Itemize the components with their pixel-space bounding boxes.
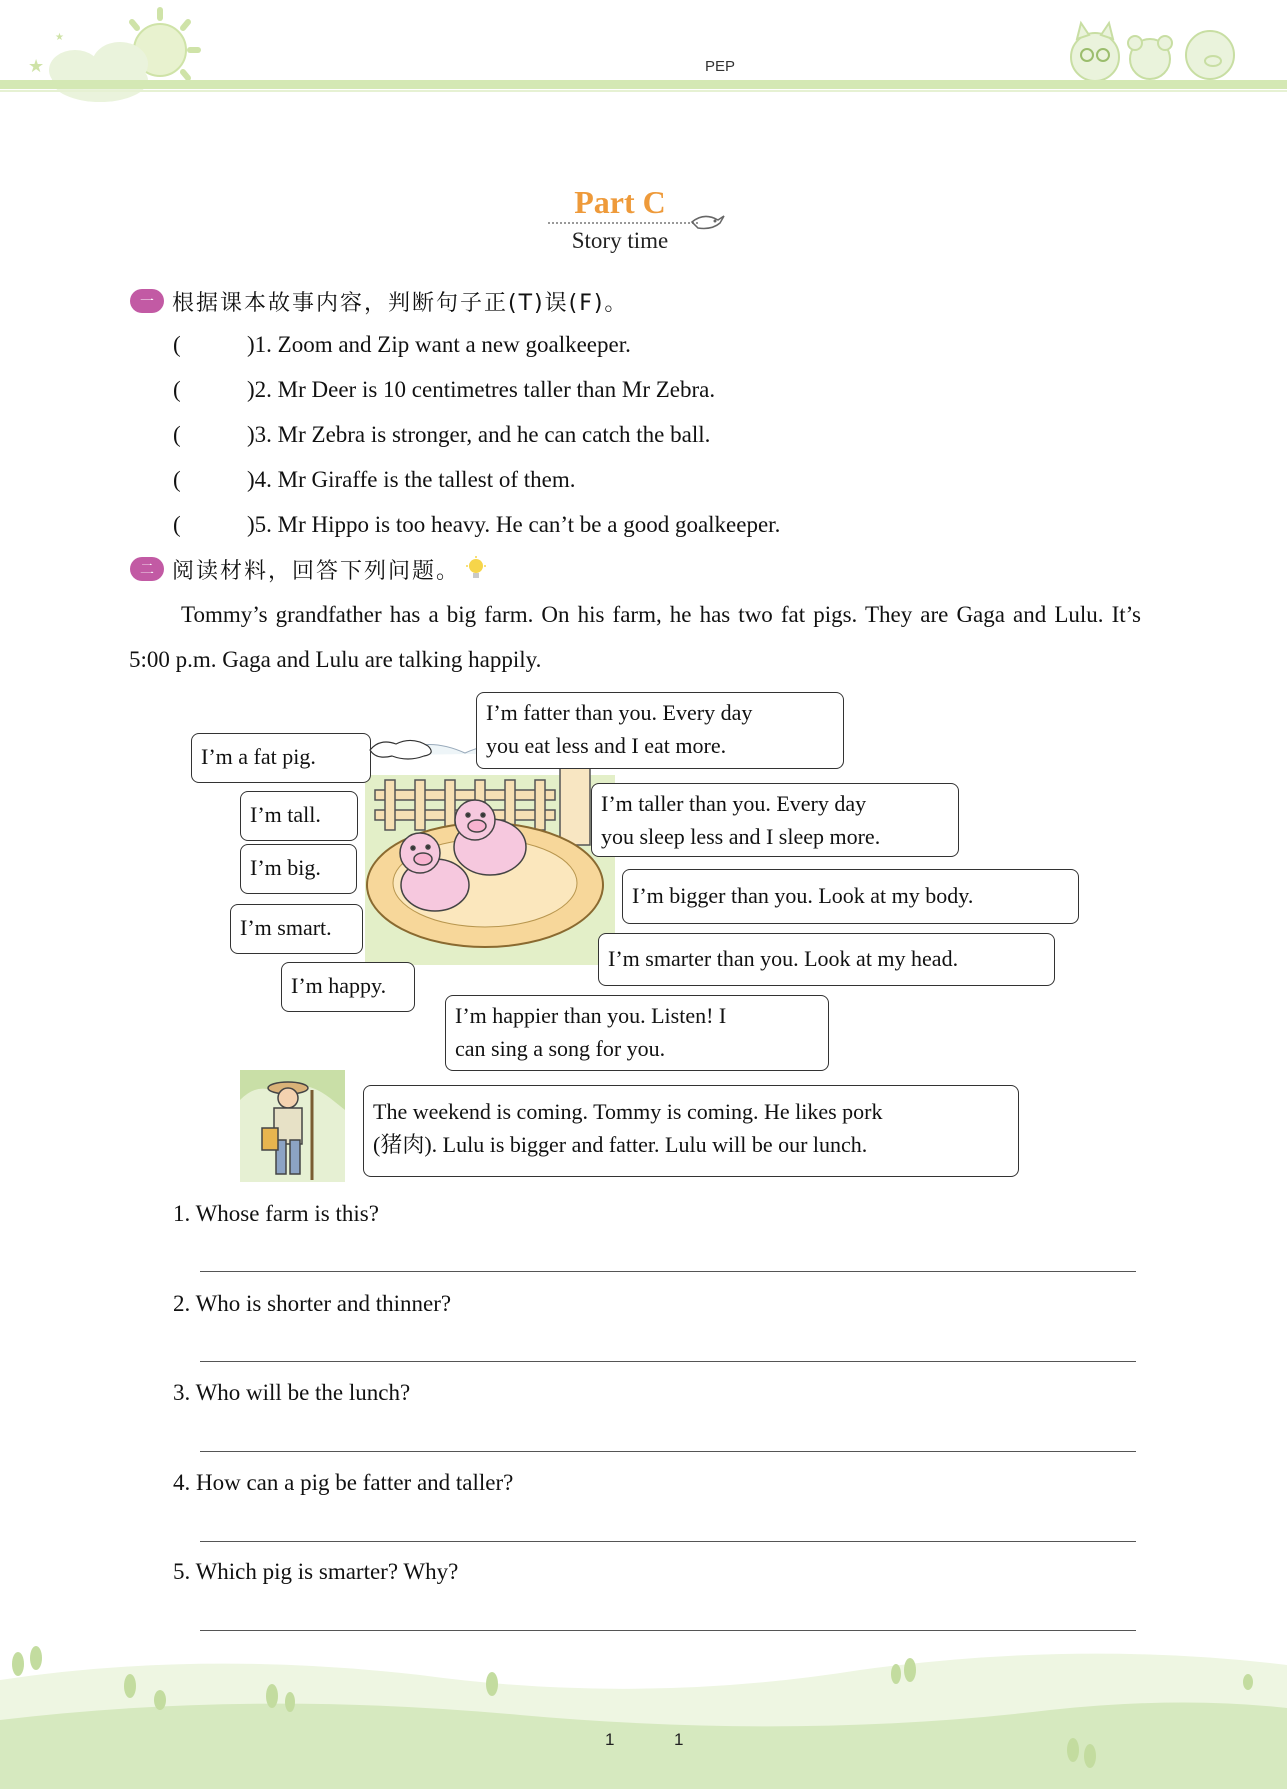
section2-instruction: 阅读材料，回答下列问题。 bbox=[172, 558, 461, 584]
bubble-text: I’m happier than you. Listen! I bbox=[455, 1003, 727, 1028]
footer-landscape bbox=[0, 1630, 1287, 1789]
question-3: 3. Who will be the lunch? bbox=[173, 1380, 411, 1405]
bubble-bigger bbox=[622, 869, 1079, 924]
story-time-subtitle: Story time bbox=[571, 228, 669, 253]
bubble-text: you sleep less and I sleep more. bbox=[601, 824, 881, 849]
question-2: 2. Who is shorter and thinner? bbox=[173, 1291, 452, 1316]
bubble-fatter bbox=[476, 692, 844, 769]
bubble-text: I’m smart. bbox=[240, 915, 332, 940]
bubble-cloud-tail bbox=[368, 736, 436, 764]
bubble-text: can sing a song for you. bbox=[455, 1036, 666, 1061]
answer-parenthesis[interactable]: ( bbox=[173, 467, 181, 492]
bubble-farmer bbox=[363, 1085, 1019, 1177]
tf-item-5 bbox=[173, 512, 780, 538]
header-line bbox=[0, 80, 1287, 89]
answer-parenthesis[interactable]: ( bbox=[173, 422, 181, 447]
bubble-text: I’m big. bbox=[250, 855, 321, 880]
bubble-fat-pig bbox=[191, 733, 371, 783]
bubble-happier bbox=[445, 995, 829, 1071]
section2-heading bbox=[130, 554, 488, 584]
answer-parenthesis[interactable]: ( bbox=[173, 512, 181, 537]
page-number-left: 1 bbox=[605, 1730, 615, 1749]
bubble-text: you eat less and I eat more. bbox=[486, 733, 727, 758]
section1-heading bbox=[130, 286, 628, 316]
tf-item-text: )5. Mr Hippo is too heavy. He can’t be a good goalkeeper. bbox=[247, 512, 781, 537]
question-5: 5. Which pig is smarter? Why? bbox=[173, 1559, 459, 1584]
tf-item-text: )4. Mr Giraffe is the tallest of them. bbox=[247, 467, 576, 492]
section1-instruction: 根据课本故事内容，判断句子正(T)误(F)。 bbox=[172, 290, 629, 316]
tf-item-text: )3. Mr Zebra is stronger, and he can catch the ball. bbox=[247, 422, 711, 447]
bubble-text: I’m smarter than you. Look at my head. bbox=[608, 946, 959, 971]
section2-badge: 二 bbox=[130, 557, 164, 581]
bubble-text: The weekend is coming. Tommy is coming. He likes pork bbox=[373, 1099, 883, 1124]
tf-item-3 bbox=[173, 422, 710, 448]
answer-parenthesis[interactable]: ( bbox=[173, 332, 181, 357]
reading-passage: Tommy’s grandfather has a big farm. On his farm, he has two fat pigs. They are Gaga and Lulu. It’s 5:00 p.m. Gaga and Lulu are talking happily. bbox=[129, 602, 1141, 672]
header-line-thin bbox=[0, 90, 1287, 92]
answer-parenthesis[interactable]: ( bbox=[173, 377, 181, 402]
tf-item-text: )1. Zoom and Zip want a new goalkeeper. bbox=[247, 332, 631, 357]
header-decoration-animals bbox=[1055, 15, 1255, 85]
bubble-text: I’m happy. bbox=[291, 973, 387, 998]
answer-line-3[interactable] bbox=[200, 1451, 1136, 1452]
bubble-text: I’m bigger than you. Look at my body. bbox=[632, 883, 974, 908]
question-1: 1. Whose farm is this? bbox=[173, 1201, 379, 1226]
question-4: 4. How can a pig be fatter and taller? bbox=[173, 1470, 514, 1495]
pigs-farm-illustration bbox=[355, 735, 625, 975]
bubble-smarter bbox=[598, 933, 1055, 986]
title-divider bbox=[548, 222, 698, 224]
answer-line-1[interactable] bbox=[200, 1271, 1136, 1272]
bubble-text: I’m tall. bbox=[250, 802, 321, 827]
bubble-text: (猪肉). Lulu is bigger and fatter. Lulu will be our lunch. bbox=[373, 1132, 868, 1157]
cat-face-icon bbox=[1071, 33, 1119, 81]
section1-badge: 一 bbox=[130, 289, 164, 313]
bubble-text: I’m a fat pig. bbox=[201, 744, 316, 769]
bubble-big bbox=[240, 844, 357, 894]
cloud-icon bbox=[49, 42, 148, 102]
bubble-text: I’m fatter than you. Every day bbox=[486, 700, 753, 725]
tf-item-2 bbox=[173, 377, 715, 403]
series-label: PEP bbox=[704, 58, 735, 75]
bubble-taller bbox=[591, 783, 959, 857]
star-icon: ★ bbox=[28, 56, 45, 76]
page-number-right: 1 bbox=[674, 1730, 684, 1749]
farmer-illustration bbox=[240, 1070, 345, 1182]
answer-line-2[interactable] bbox=[200, 1361, 1136, 1362]
bubble-smart bbox=[230, 904, 363, 954]
tf-item-text: )2. Mr Deer is 10 centimetres taller than Mr Zebra. bbox=[247, 377, 716, 402]
bubble-text: I’m taller than you. Every day bbox=[601, 791, 867, 816]
part-title: Part C bbox=[574, 184, 666, 220]
tf-item-1 bbox=[173, 332, 631, 358]
bubble-happy bbox=[281, 962, 415, 1012]
star-icon: ★ bbox=[55, 32, 64, 43]
bubble-tall bbox=[240, 791, 358, 841]
header-decoration-left bbox=[0, 0, 220, 120]
lightbulb-icon bbox=[464, 556, 488, 582]
tf-item-4 bbox=[173, 467, 576, 493]
pig-face-icon bbox=[1186, 31, 1234, 79]
answer-line-4[interactable] bbox=[200, 1541, 1136, 1542]
